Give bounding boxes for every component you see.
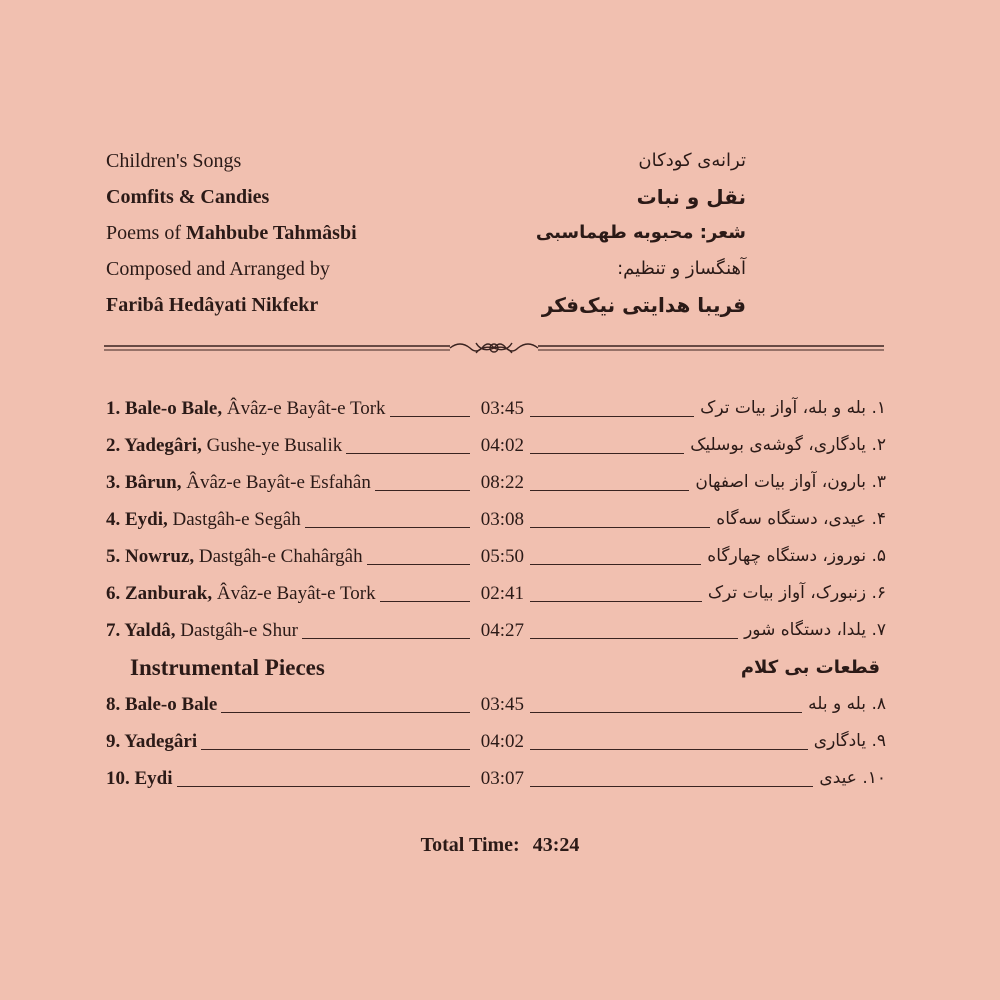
track-duration: 03:45 xyxy=(480,398,524,419)
track-title-english xyxy=(106,686,217,723)
leader-line xyxy=(221,712,470,713)
track-title-english xyxy=(106,723,197,760)
section-title-english: Instrumental Pieces xyxy=(130,655,325,680)
track-title-persian: ۶. زنبورک، آواز بیات ترک xyxy=(707,583,886,603)
track-name: 2. Yadegâri, xyxy=(106,435,202,456)
instrumental-section-heading xyxy=(106,649,886,686)
track-title-persian: ۴. عیدی، دستگاه سه‌گاه xyxy=(716,509,886,529)
track-duration: 05:50 xyxy=(480,546,524,567)
track-mode: Dastgâh-e Segâh xyxy=(167,509,301,530)
track-name: 10. Eydi xyxy=(106,768,173,789)
album-title-english: Comfits & Candies xyxy=(106,186,270,208)
track-name: 5. Nowruz, xyxy=(106,546,195,567)
leader-line xyxy=(302,638,470,639)
leader-line xyxy=(367,564,470,565)
section-title-persian: قطعات بی کلام xyxy=(740,657,880,678)
track-title-persian: ۵. نوروز، دستگاه چهارگاه xyxy=(707,546,886,566)
track-title-english xyxy=(106,501,301,538)
track-mode: Dastgâh-e Chahârgâh xyxy=(194,546,363,567)
leader-line xyxy=(530,601,702,602)
track-duration: 03:08 xyxy=(480,509,524,530)
header-persian xyxy=(426,143,746,323)
subtitle-english: Children's Songs xyxy=(106,150,242,172)
total-time-value: 43:24 xyxy=(532,834,580,856)
leader-line xyxy=(346,453,470,454)
poet-line-english xyxy=(106,215,466,251)
track-row xyxy=(106,501,886,538)
track-duration: 04:02 xyxy=(480,435,524,456)
track-row xyxy=(106,760,886,797)
leader-line xyxy=(530,749,808,750)
leader-line xyxy=(530,638,738,639)
leader-line xyxy=(375,490,470,491)
track-row xyxy=(106,575,886,612)
track-name: 4. Eydi, xyxy=(106,509,168,530)
poet-name: Mahbube Tahmâsbi xyxy=(186,222,357,244)
album-title-persian: نقل و نبات xyxy=(636,185,746,209)
track-row xyxy=(106,427,886,464)
vocal-tracks xyxy=(106,390,886,649)
track-mode: Dastgâh-e Shur xyxy=(175,620,298,641)
leader-line xyxy=(177,786,470,787)
track-title-english xyxy=(106,427,342,464)
track-mode: Âvâz-e Bayât-e Tork xyxy=(212,583,376,604)
leader-line xyxy=(530,564,701,565)
ornamental-divider xyxy=(104,338,884,358)
track-name: 3. Bârun, xyxy=(106,472,182,493)
track-duration: 03:07 xyxy=(480,768,524,789)
subtitle-persian: ترانه‌ی کودکان xyxy=(638,150,746,171)
track-title-english xyxy=(106,538,363,575)
track-mode: Gushe-ye Busalik xyxy=(201,435,343,456)
track-title-persian: ۳. بارون، آواز بیات اصفهان xyxy=(695,472,886,492)
composer-name-persian: فریبا هدایتی نیک‌فکر xyxy=(541,293,746,317)
leader-line xyxy=(380,601,470,602)
track-row xyxy=(106,686,886,723)
leader-line xyxy=(530,527,710,528)
track-duration: 04:27 xyxy=(480,620,524,641)
poet-line-persian: شعر: محبوبه طهماسبی xyxy=(535,222,746,243)
track-name: 8. Bale-o Bale xyxy=(106,694,218,715)
track-title-english xyxy=(106,464,371,501)
track-title-english xyxy=(106,575,376,612)
composer-label-english: Composed and Arranged by xyxy=(106,258,330,280)
track-title-english xyxy=(106,760,173,797)
track-title-persian: ۹. یادگاری xyxy=(813,731,886,751)
track-row xyxy=(106,612,886,649)
track-name: 6. Zanburak, xyxy=(106,583,213,604)
track-row xyxy=(106,464,886,501)
track-duration: 04:02 xyxy=(480,731,524,752)
track-title-persian: ۱. بله و بله، آواز بیات ترک xyxy=(700,398,886,418)
track-mode: Âvâz-e Bayât-e Esfahân xyxy=(181,472,371,493)
track-name: 1. Bale-o Bale, xyxy=(106,398,223,419)
leader-line xyxy=(530,453,684,454)
track-title-persian: ۲. یادگاری، گوشه‌ی بوسلیک xyxy=(690,435,886,455)
leader-line xyxy=(530,490,689,491)
track-row xyxy=(106,723,886,760)
track-list xyxy=(106,390,886,797)
track-row xyxy=(106,390,886,427)
track-row xyxy=(106,538,886,575)
leader-line xyxy=(530,416,694,417)
leader-line xyxy=(305,527,470,528)
track-duration: 03:45 xyxy=(480,694,524,715)
track-title-persian: ۷. یلدا، دستگاه شور xyxy=(744,620,886,640)
leader-line xyxy=(530,786,813,787)
track-title-english xyxy=(106,390,386,427)
track-title-english xyxy=(106,612,298,649)
track-duration: 02:41 xyxy=(480,583,524,604)
track-name: 7. Yaldâ, xyxy=(106,620,176,641)
leader-line xyxy=(201,749,470,750)
track-title-persian: ۸. بله و بله xyxy=(808,694,886,714)
instrumental-tracks xyxy=(106,686,886,797)
track-duration: 08:22 xyxy=(480,472,524,493)
leader-line xyxy=(530,712,802,713)
track-title-persian: ۱۰. عیدی xyxy=(819,768,886,788)
leader-line xyxy=(390,416,470,417)
track-mode: Âvâz-e Bayât-e Tork xyxy=(222,398,386,419)
composer-label-persian: آهنگساز و تنظیم: xyxy=(617,258,746,279)
poet-prefix: Poems of xyxy=(106,222,186,244)
header-english xyxy=(106,143,466,323)
total-time-label: Total Time: xyxy=(420,834,520,856)
total-time xyxy=(0,834,1000,857)
track-name: 9. Yadegâri xyxy=(106,731,198,752)
composer-name-english: Faribâ Hedâyati Nikfekr xyxy=(106,294,319,316)
